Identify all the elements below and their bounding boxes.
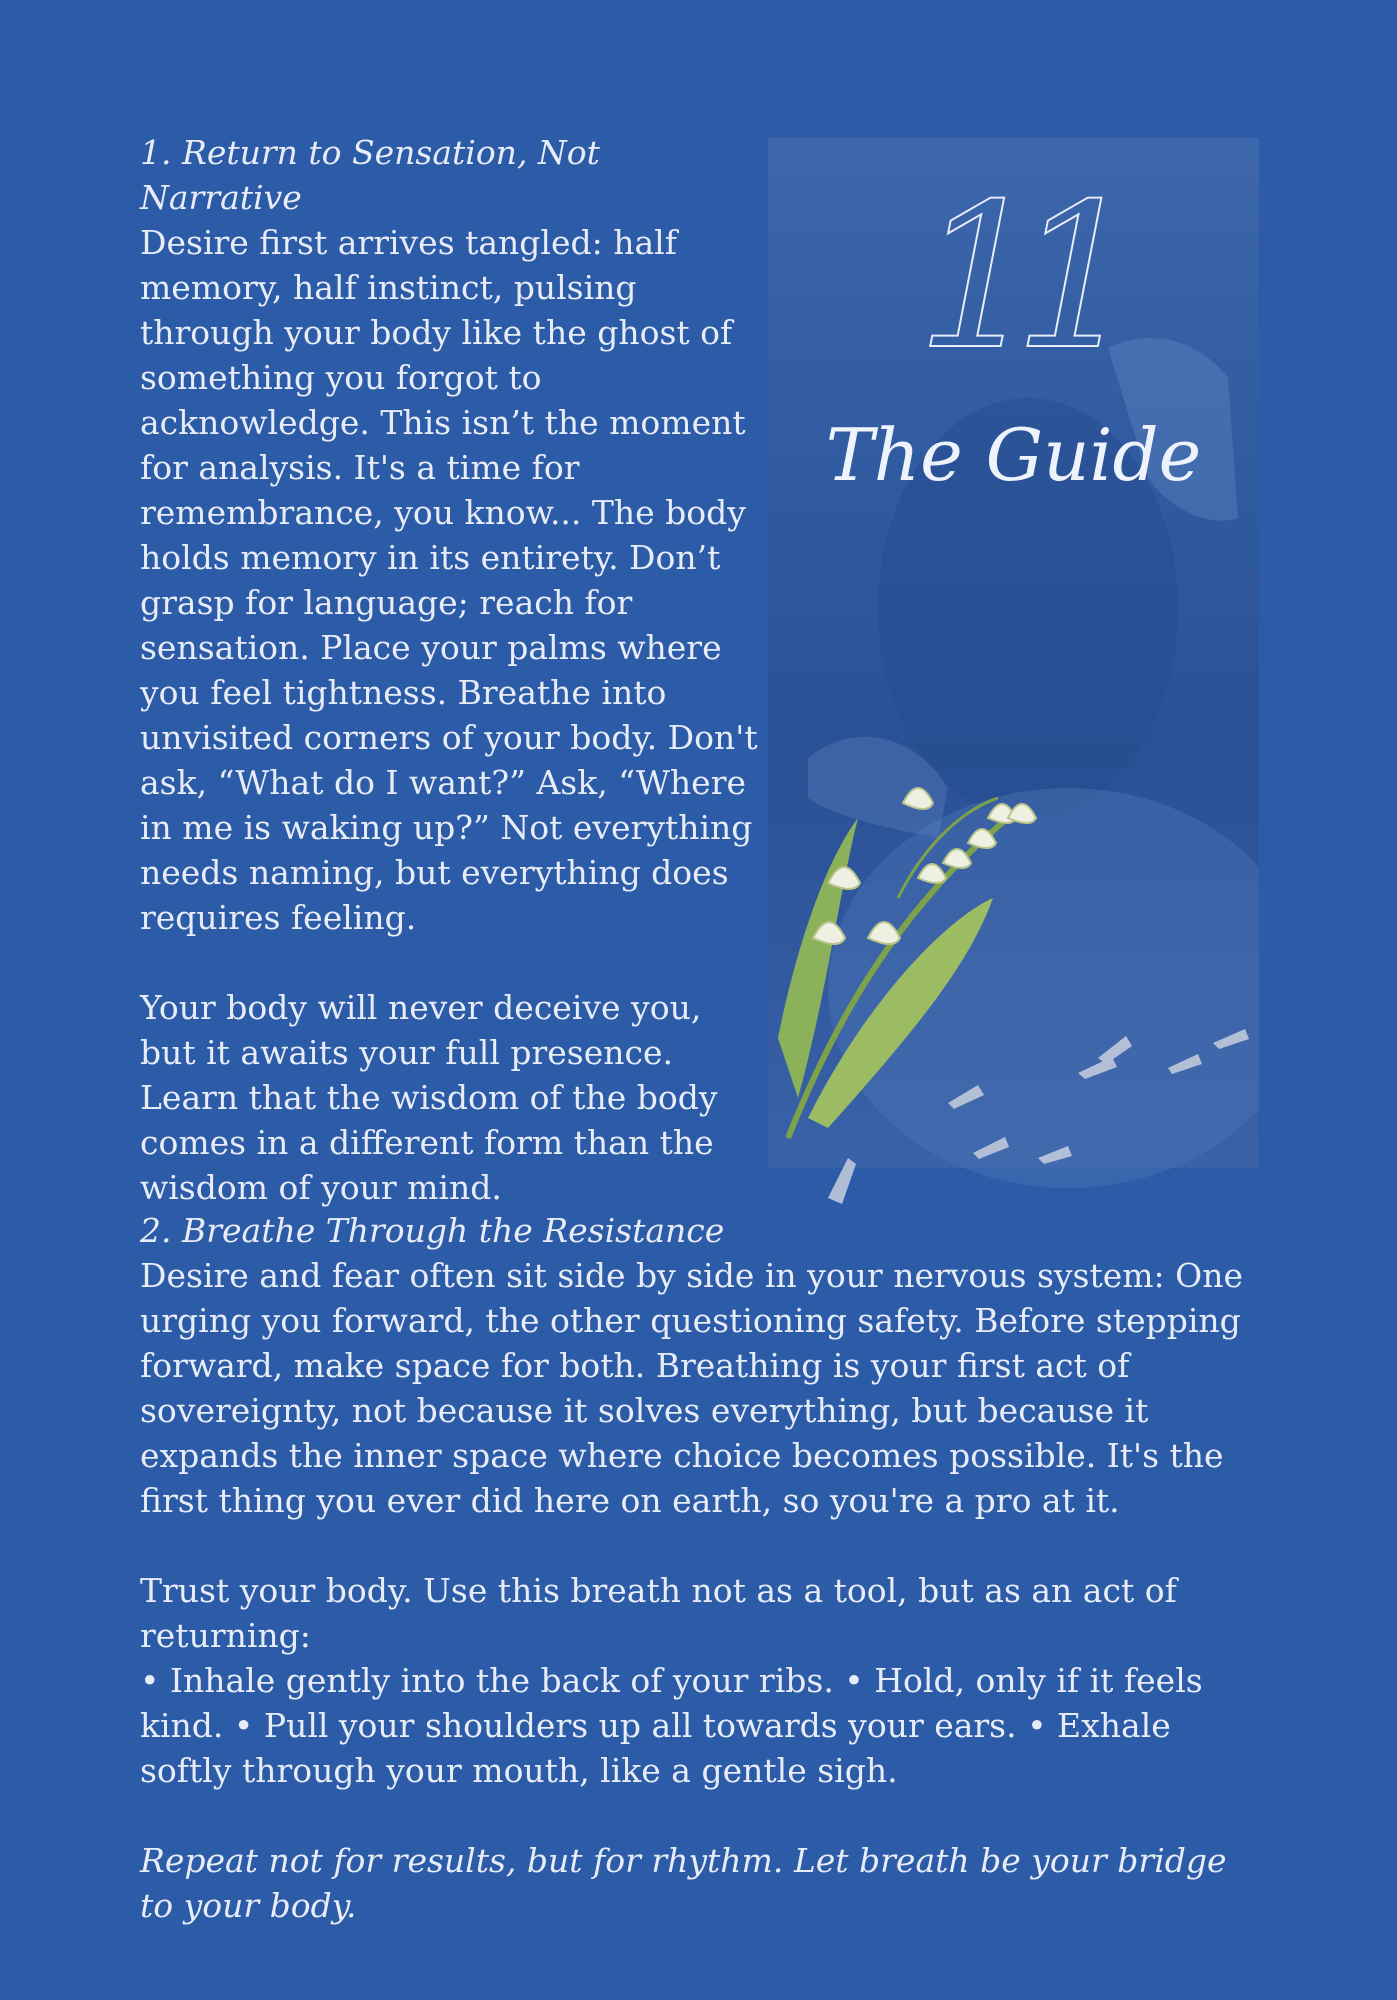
section-2-heading: 2. Breathe Through the Resistance xyxy=(140,1211,725,1250)
spacer xyxy=(140,1793,1270,1838)
section-1-heading: 1. Return to Sensation, Not Narrative xyxy=(140,133,600,217)
spacer xyxy=(140,940,760,985)
section-2-paragraph-2: Trust your body. Use this breath not as a tool, but as an act of returning: xyxy=(140,1571,1177,1655)
section-2-closing: Repeat not for results, but for rhythm. Let breath be your bridge to your body. xyxy=(140,1841,1227,1925)
chapter-number: 11 xyxy=(916,161,1111,394)
spacer xyxy=(140,1523,1270,1568)
section-2-breath-steps: • Inhale gently into the back of your ribs. • Hold, only if it feels kind. • Pull your shoulders up all towards your ears. • Exhale softly through your mouth, like a gentle sigh. xyxy=(140,1661,1203,1790)
section-2-paragraph-1: Desire and fear often sit side by side in your nervous system: One urging you forward, the other questioning safety. Before stepping forward, make space for both. Breathing is your first act of sovereignty, not because it solves everything, but because it expands the inner space where choice becomes possible. It's the first thing you ever did here on earth, so you're a pro at it. xyxy=(140,1256,1243,1520)
section-2 xyxy=(140,1208,1270,1928)
bird xyxy=(828,1158,856,1204)
section-1 xyxy=(140,130,760,1210)
section-1-paragraph-2: Your body will never deceive you, but it awaits your full presence. Learn that the wisdom of the body comes in a different form than the wisdom of your mind. xyxy=(140,988,718,1207)
chapter-panel xyxy=(768,138,1259,1168)
chapter-title: The Guide xyxy=(825,413,1202,497)
section-1-paragraph-1: Desire first arrives tangled: half memory, half instinct, pulsing through your body like the ghost of something you forgot to acknowledge. This isn’t the moment for analysis. It's a time for remembrance, you know... The body holds memory in its entirety. Don’t grasp for language; reach for sensation. Place your palms where you feel tightness. Breathe into unvisited corners of your body. Don't ask, “What do I want?” Ask, “Where in me is waking up?” Not everything needs naming, but everything does requires feeling. xyxy=(140,223,758,937)
